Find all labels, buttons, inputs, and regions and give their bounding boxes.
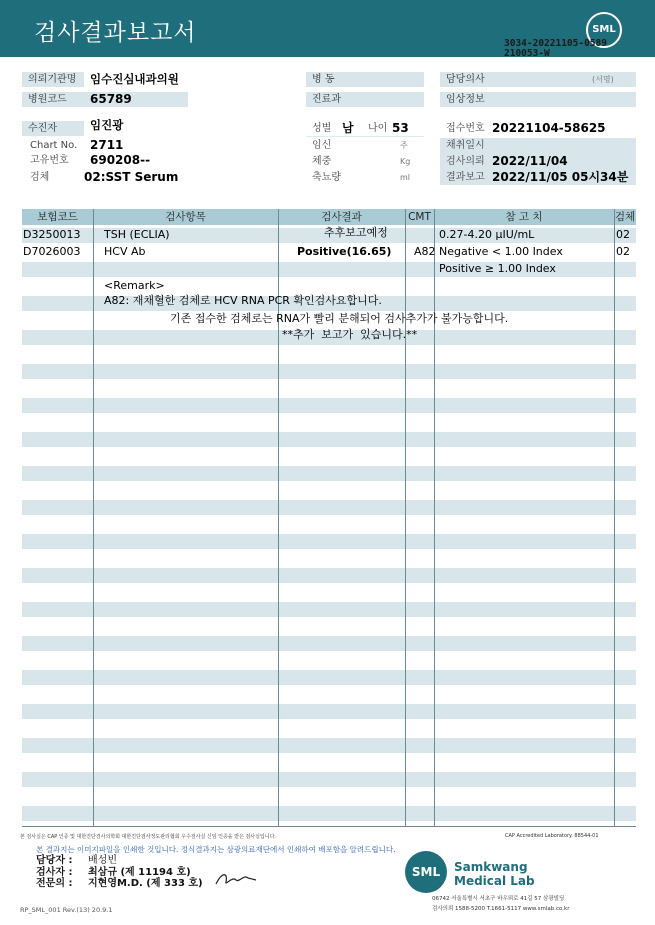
col-header-ref: 참 고 치 [505, 211, 543, 223]
col-header-item: 검사항목 [165, 211, 206, 223]
manager-name: 배성빈 [88, 855, 117, 866]
report-number: 3034-20221105-0589 [504, 38, 607, 49]
sml-logo-icon: SML [586, 12, 622, 48]
lab-logo-icon: SML [405, 851, 447, 893]
chart-label: Chart No. [30, 140, 78, 151]
print-notice: 본 결과지는 이미지파일을 인쇄한 것입니다. 정식결과지는 삼광의료재단에서 인쇄하여 배포함을 알려드립니다. [36, 845, 396, 854]
row1-item: TSH (ECLIA) [104, 228, 170, 241]
col-header-result: 검사결과 [321, 211, 362, 223]
weight-label: 체중 [312, 156, 332, 167]
row1-result: 추후보고예정 [324, 226, 388, 239]
remark-line-1: A82: 재채혈한 검체로 HCV RNA PCR 확인검사요합니다. [104, 294, 382, 307]
signature-icon [214, 868, 258, 888]
patient-label: 수진자 [22, 121, 84, 136]
table-stripe [22, 568, 636, 583]
lab-name-2: Medical Lab [454, 874, 535, 888]
table-stripe [22, 364, 636, 379]
row2-item: HCV Ab [104, 245, 146, 258]
col-divider [405, 209, 406, 827]
id-label: 고유번호 [30, 155, 69, 166]
table-stripe [22, 670, 636, 685]
form-code: RP_SML_001 Rev.(13) 20.9.1 [20, 906, 113, 914]
col-header-specimen: 검체 [614, 211, 636, 223]
specialist-name: 지현영M.D. (제 333 호) [88, 878, 203, 889]
table-stripe [22, 738, 636, 753]
row1-specimen: 02 [616, 228, 630, 241]
pregnancy-label: 임신 [312, 140, 332, 151]
receipt-number: 20221104-58625 [492, 121, 606, 135]
specimen-value: 02:SST Serum [84, 170, 179, 184]
hospital-code-label: 병원코드 [22, 92, 84, 107]
urine-label: 축뇨량 [312, 172, 341, 183]
age-label: 나이 [368, 123, 388, 134]
table-stripe [22, 534, 636, 549]
lab-name-1: Samkwang [454, 860, 528, 874]
col-header-cmt: CMT [408, 211, 431, 223]
col-divider [614, 209, 615, 827]
table-stripe [22, 500, 636, 515]
row2-ref: Negative < 1.00 Index [439, 245, 563, 258]
row2-cmt: A82 [414, 245, 436, 258]
sex-label: 성별 [312, 123, 332, 134]
institution-label: 의뢰기관명 [22, 72, 84, 87]
ward-label: 병 동 [306, 72, 424, 87]
chart-box [84, 138, 188, 153]
table-stripe [22, 772, 636, 787]
row2-code: D7026003 [23, 245, 81, 258]
lab-address: 06742 서울특별시 서초구 바우뫼로 41길 57 삼광빌딩 [432, 896, 565, 902]
sex-value: 남 [342, 121, 354, 135]
specialist-label: 전문의 : [36, 878, 73, 889]
page-title: 검사결과보고서 [34, 20, 197, 46]
tester-label: 검사자 : [36, 867, 73, 878]
report-label: 결과보고 [446, 172, 485, 183]
lab-phone: 검사의뢰 1588-5200 T.1661-5117 www.smlab.co.kr [432, 906, 570, 912]
urine-unit: ml [400, 173, 411, 182]
receipt-label: 접수번호 [446, 123, 485, 134]
remark-title: <Remark> [104, 279, 165, 292]
collection-label: 채취일시 [446, 140, 485, 151]
report-number-sub: 210053-W [504, 48, 550, 59]
request-date: 2022/11/04 [492, 154, 568, 168]
table-stripe [22, 398, 636, 413]
table-stripe [22, 432, 636, 447]
institution-value: 임수진심내과의원 [90, 72, 179, 86]
request-label: 검사의뢰 [446, 156, 485, 167]
row2-result: Positive(16.65) [297, 245, 392, 258]
table-stripe [22, 806, 636, 821]
row1-code: D3250013 [23, 228, 81, 241]
tester-name: 최삼규 (제 11194 호) [88, 867, 191, 878]
report-date: 2022/11/05 05시34분 [492, 170, 629, 184]
dept-label: 진료과 [306, 92, 424, 107]
age-value: 53 [392, 121, 409, 135]
cert-note: 본 검사실은 CAP 인증 및 대한진단검사의학회 대한진단검사정도관리협회 우수검사실 신임 인증을 받은 검사실입니다. [20, 834, 277, 840]
doctor-sign-hint: (서명) [592, 75, 614, 84]
patient-name: 임진광 [90, 118, 124, 132]
col-divider [434, 209, 435, 827]
weight-unit: Kg [400, 157, 411, 166]
row2-specimen: 02 [616, 245, 630, 258]
table-stripe [22, 636, 636, 651]
divider [306, 136, 424, 137]
table-stripe [22, 704, 636, 719]
col-divider [93, 209, 94, 827]
manager-label: 담당자 : [36, 855, 73, 866]
remark-line-2: 기존 접수한 검체로는 RNA가 빨리 분해되어 검사추가가 불가능합니다. [170, 312, 509, 325]
hospital-code-value: 65789 [90, 92, 132, 106]
specimen-label: 검체 [30, 172, 50, 183]
table-bottom-line [22, 826, 636, 827]
table-stripe [22, 602, 636, 617]
row2-ref-extra: Positive ≥ 1.00 Index [439, 262, 556, 275]
table-stripe [22, 466, 636, 481]
doctor-label: 담당의사 [440, 72, 636, 87]
chart-number: 2711 [90, 138, 124, 152]
clinical-label: 임상정보 [440, 92, 636, 107]
remark-line-3: **추가 보고가 있습니다.** [282, 328, 418, 341]
col-header-code: 보험코드 [37, 211, 78, 223]
row1-ref: 0.27-4.20 μIU/mL [439, 228, 535, 241]
id-number: 690208-- [90, 153, 151, 167]
pregnancy-unit: 주 [400, 141, 408, 150]
cap-note: CAP Accredited Laboratory. 88544-01 [505, 833, 599, 839]
